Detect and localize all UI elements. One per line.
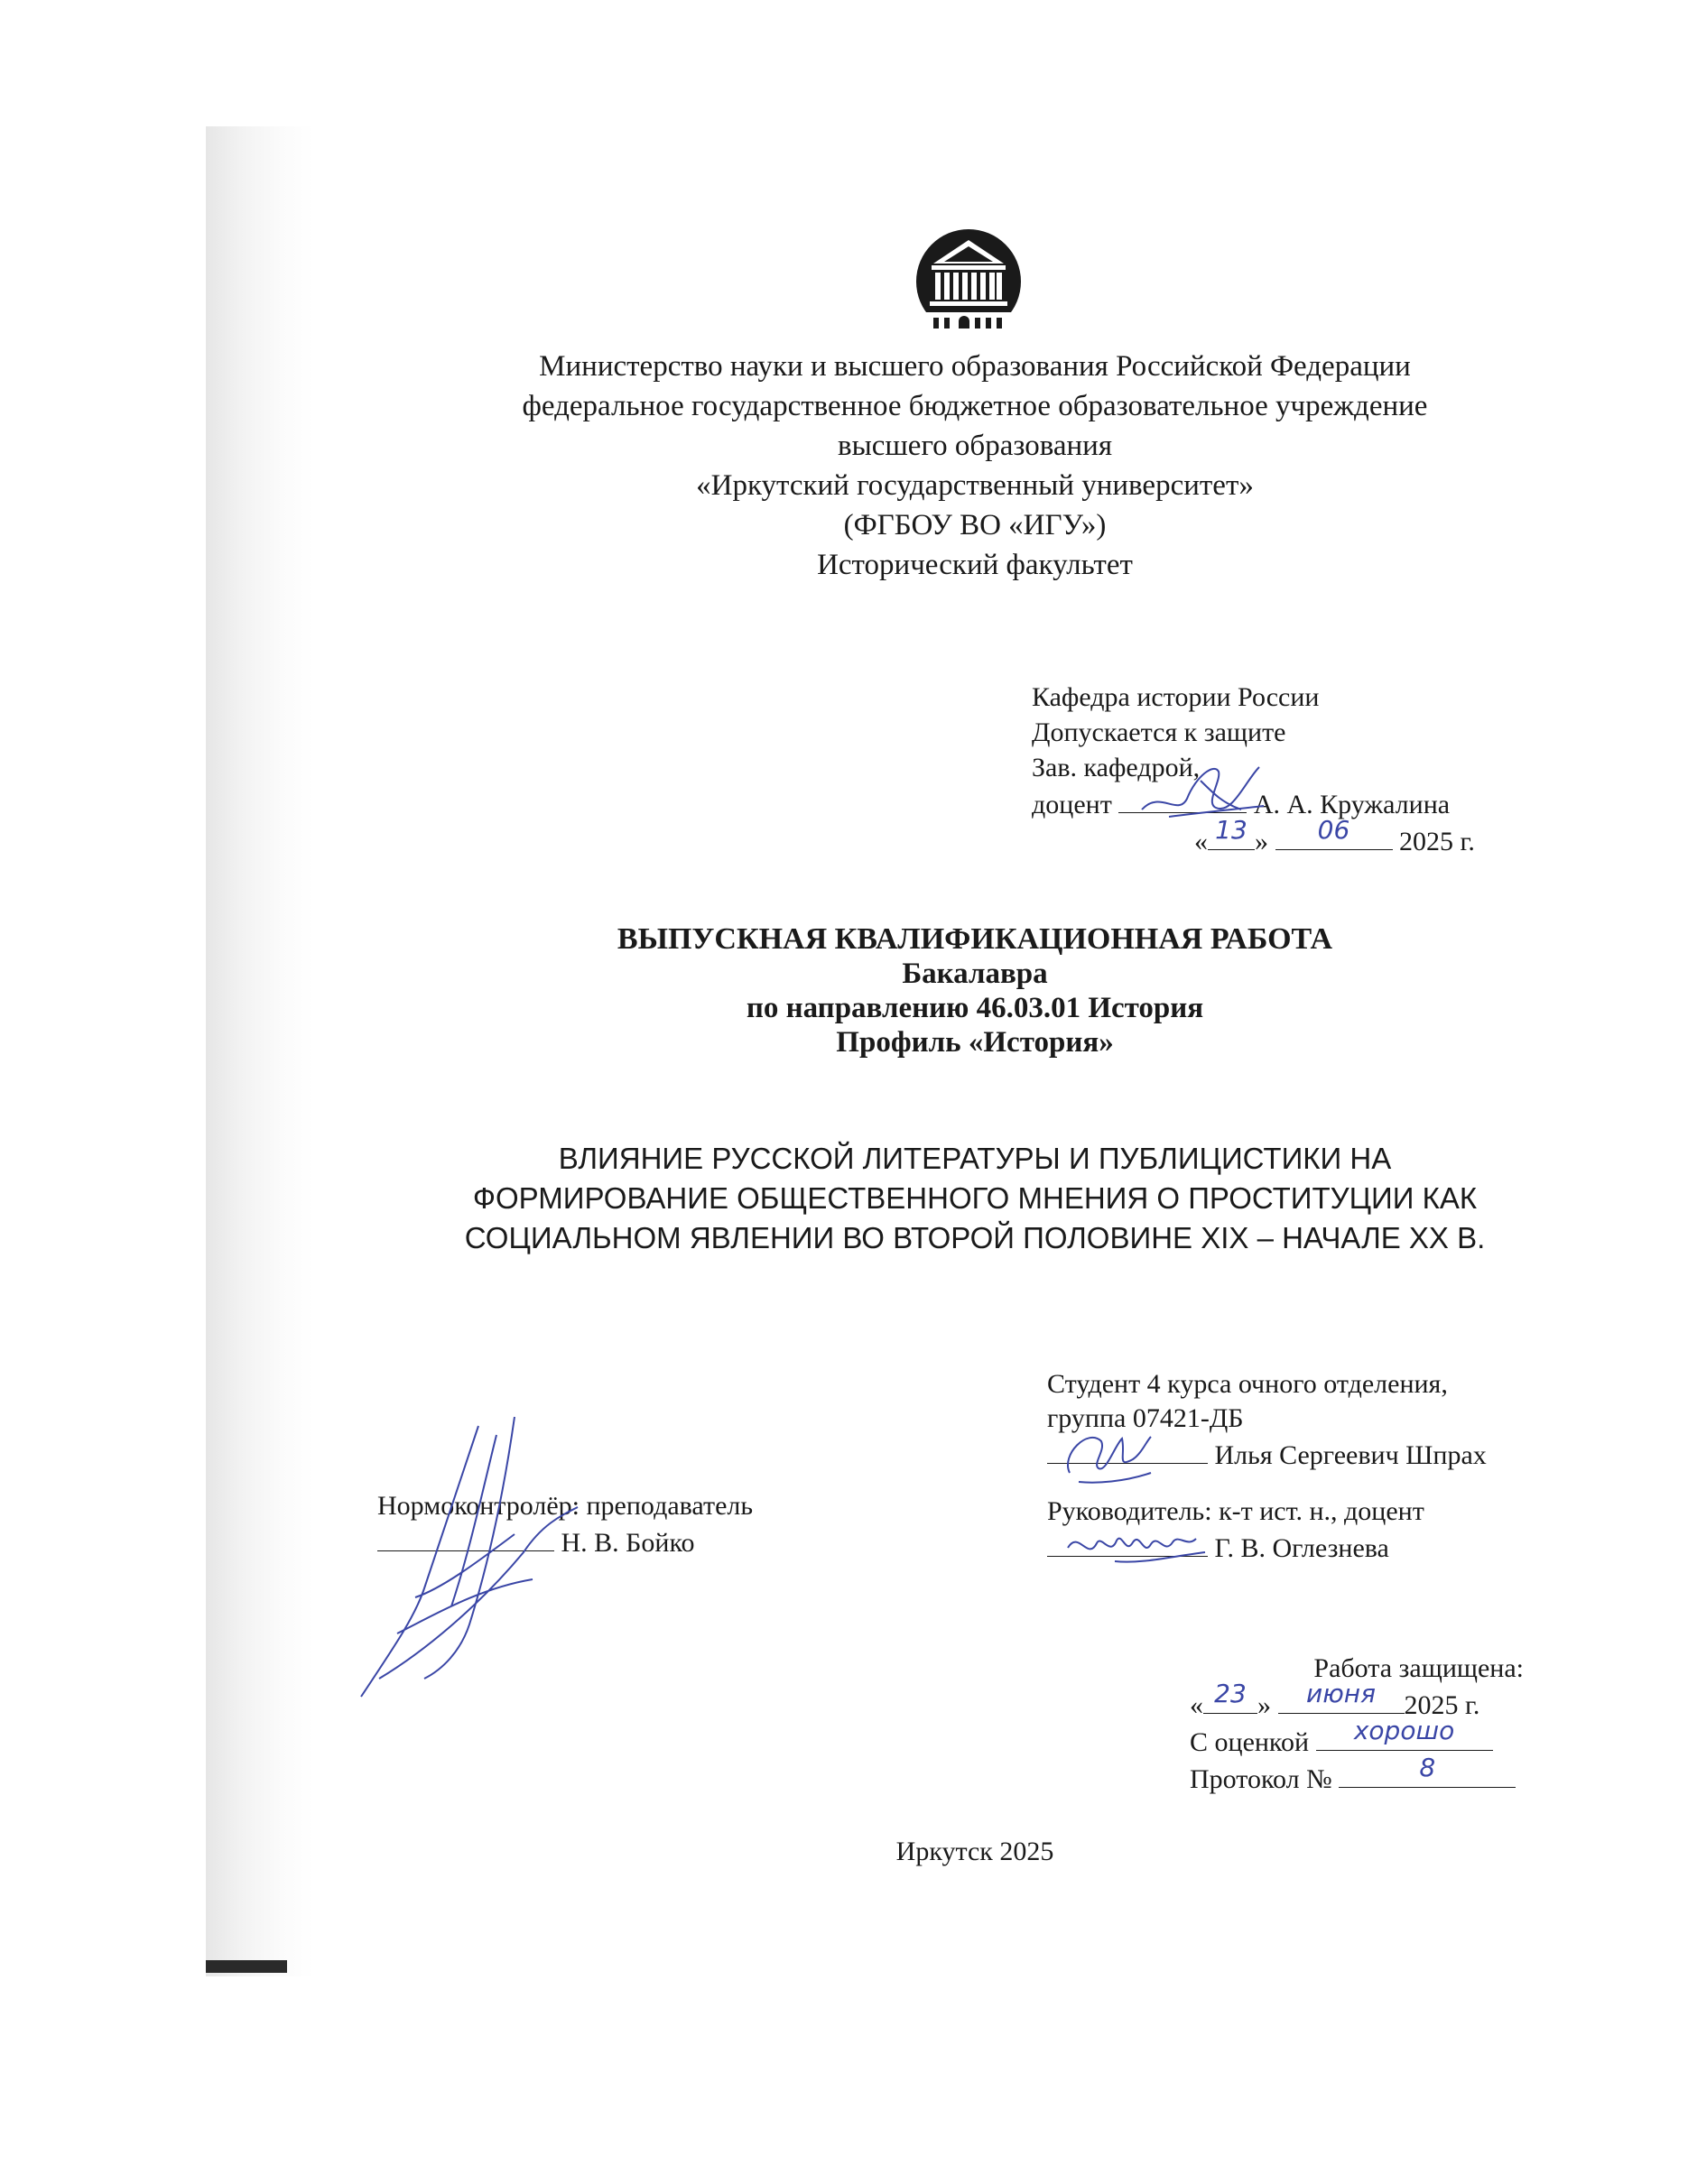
admission-date: « 13 » 06 2025 г. <box>1032 822 1475 859</box>
head-title: доцент <box>1032 790 1112 819</box>
defense-date: « 23 » июня 2025 г. <box>1190 1679 1480 1720</box>
department-name: Кафедра истории России <box>1032 682 1320 712</box>
profile: Профиль «История» <box>836 1026 1114 1059</box>
normocontrol-block <box>377 1489 753 1560</box>
defense-label: Работа защищена: <box>1313 1653 1524 1683</box>
work-type-block <box>361 922 1589 1060</box>
student-name: Илья Сергеевич Шпрах <box>1214 1440 1487 1470</box>
grade-label: С оценкой <box>1190 1727 1310 1757</box>
admission-label: Допускается к защите <box>1032 717 1286 747</box>
education-level-line: высшего образования <box>838 430 1112 462</box>
student-block <box>1047 1367 1487 1566</box>
protocol-label: Протокол № <box>1190 1764 1332 1794</box>
supervisor-name: Г. В. Оглезнева <box>1214 1533 1389 1563</box>
work-type: ВЫПУСКНАЯ КВАЛИФИКАЦИОННАЯ РАБОТА <box>617 922 1333 956</box>
supervisor-signature-line <box>1047 1529 1487 1566</box>
normocontrol-signature-line <box>377 1523 753 1560</box>
scan-shadow <box>206 126 314 1976</box>
grade-value: хорошо <box>1353 1716 1455 1745</box>
normocontrol-label: Нормоконтролёр: преподаватель <box>377 1491 754 1521</box>
defense-month: июня <box>1306 1679 1376 1708</box>
faculty-name: Исторический факультет <box>817 549 1133 581</box>
university-name: «Иркутский государственный университет» <box>696 469 1254 502</box>
student-course: Студент 4 курса очного отделения, <box>1047 1369 1448 1399</box>
supervisor-label: Руководитель: к-т ист. н., доцент <box>1047 1496 1424 1526</box>
normocontrol-name: Н. В. Бойко <box>561 1528 695 1558</box>
city-year: Иркутск 2025 <box>895 1837 1054 1866</box>
protocol-line <box>1190 1753 1524 1797</box>
ministry-line: Министерство науки и высшего образования Российской Федерации <box>539 350 1411 383</box>
defense-year: 2025 г. <box>1404 1690 1480 1720</box>
institution-header <box>361 347 1589 585</box>
institution-type-line: федеральное государственное бюджетное образовательное учреждение <box>522 390 1428 422</box>
direction: по направлению 46.03.01 История <box>746 992 1204 1024</box>
student-signature-line <box>1047 1436 1487 1473</box>
defense-block <box>1190 1652 1524 1797</box>
signature-blank <box>1118 785 1247 813</box>
degree: Бакалавра <box>902 958 1048 990</box>
thesis-topic: ВЛИЯНИЕ РУССКОЙ ЛИТЕРАТУРЫ И ПУБЛИЦИСТИКИ НА ФОРМИРОВАНИЕ ОБЩЕСТВЕННОГО МНЕНИЯ О ПРОСТИТУЦИИ КАК СОЦИАЛЬНОМ ЯВЛЕНИИ ВО ВТОРОЙ ПОЛОВИНЕ XIX – НАЧАЛЕ XX В. <box>464 1142 1486 1254</box>
student-group: группа 07421-ДБ <box>1047 1403 1244 1433</box>
admission-block <box>1032 680 1475 859</box>
defense-day: 23 <box>1214 1679 1247 1708</box>
scan-edge-mark <box>206 1960 287 1973</box>
normocontrol-signature <box>343 1408 614 1715</box>
admission-month: 06 <box>1317 815 1350 845</box>
head-name: А. А. Кружалина <box>1253 790 1451 819</box>
head-label: Зав. кафедрой, <box>1032 753 1201 782</box>
protocol-number: 8 <box>1419 1753 1436 1782</box>
university-logo <box>914 227 1024 343</box>
admission-year: 2025 г. <box>1399 827 1475 856</box>
university-abbreviation: (ФГБОУ ВО «ИГУ») <box>843 509 1107 541</box>
admission-day: 13 <box>1215 815 1247 845</box>
